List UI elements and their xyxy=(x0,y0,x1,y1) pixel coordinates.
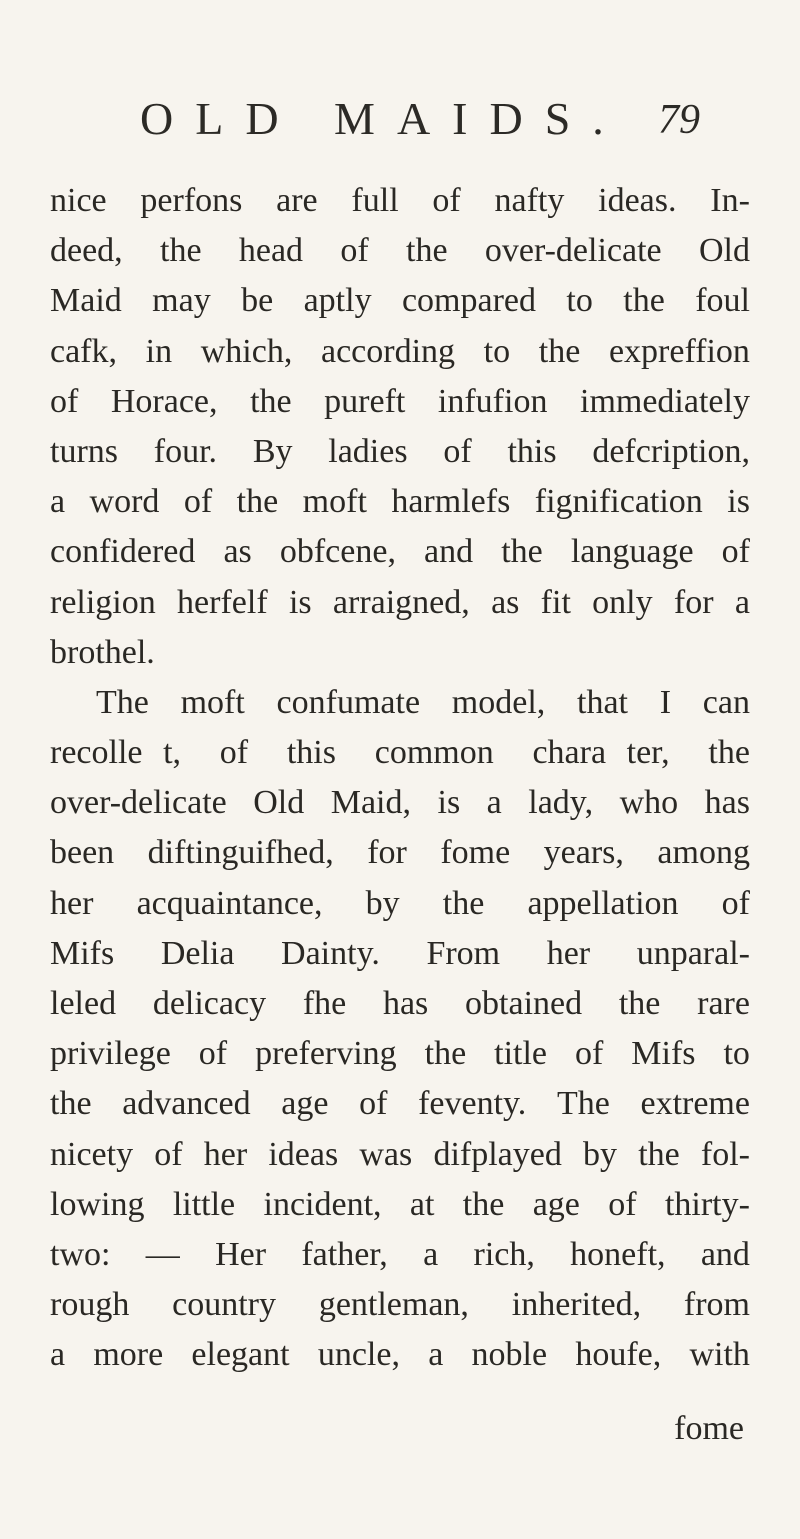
text-line: recollet, of this common charater, the xyxy=(50,734,750,772)
text-line: cafk, in which, according to the expreffion xyxy=(50,332,750,370)
text-line: The moft confumate model, that I can xyxy=(96,683,750,721)
text-line: over-delicate Old Maid, is a lady, who has xyxy=(50,784,750,822)
text-line: been diftinguifhed, for fome years, among xyxy=(50,834,750,872)
text-line: religion herfelf is arraigned, as fit only for a xyxy=(50,583,750,621)
text-line: deed, the head of the over-delicate Old xyxy=(50,232,750,270)
catchword: fome xyxy=(674,1410,744,1447)
text-line: her acquaintance, by the appellation of xyxy=(50,884,750,922)
running-title: OLD MAIDS. xyxy=(140,93,626,144)
text-line: privilege of preferving the title of Mifs to xyxy=(50,1035,750,1073)
text-line: Maid may be aptly compared to the foul xyxy=(50,282,750,320)
text-line: brothel. xyxy=(50,633,155,671)
page-header xyxy=(140,92,700,152)
text-line: rough country gentleman, inherited, from xyxy=(50,1286,750,1324)
body-text xyxy=(50,176,750,1381)
text-line: of Horace, the pureft infufion immediately xyxy=(50,382,750,420)
text-line: confidered as obfcene, and the language of xyxy=(50,533,750,571)
text-line: nice perfons are full of nafty ideas. In- xyxy=(50,182,750,219)
text-line: lowing little incident, at the age of thirty- xyxy=(50,1185,750,1223)
text-line: the advanced age of feventy. The extreme xyxy=(50,1085,750,1123)
text-line: two: — Her father, a rich, honeft, and xyxy=(50,1235,750,1273)
text-line: nicety of her ideas was difplayed by the fol- xyxy=(50,1135,750,1173)
text-line: turns four. By ladies of this defcription, xyxy=(50,432,750,470)
page-number: 79 xyxy=(658,97,700,143)
text-line: a more elegant uncle, a noble houfe, with xyxy=(50,1336,750,1374)
text-line: a word of the moft harmlefs fignification is xyxy=(50,483,750,521)
text-line: leled delicacy fhe has obtained the rare xyxy=(50,985,750,1022)
text-line: Mifs Delia Dainty. From her unparal- xyxy=(50,934,750,972)
